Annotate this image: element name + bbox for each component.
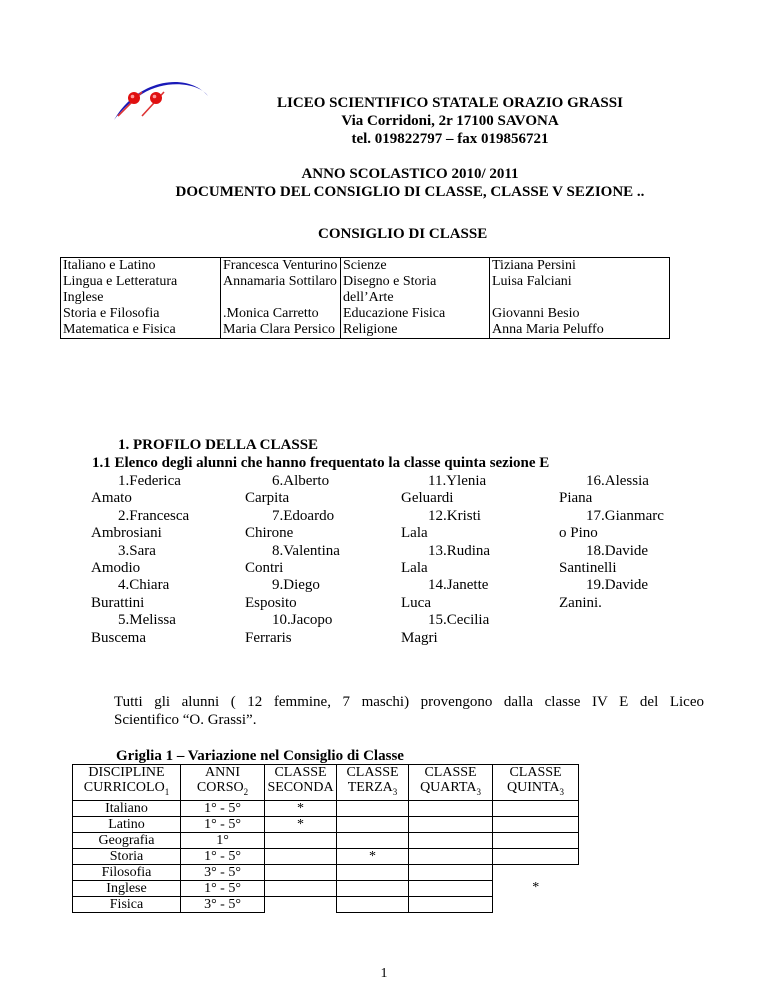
teacher-cell: Tiziana Persini [490, 258, 670, 275]
teacher-cell: Luisa Falciani [490, 274, 670, 306]
table-row [61, 306, 670, 322]
student-number: 6. [272, 473, 284, 489]
student-first-name: Janette [446, 577, 489, 594]
student-first-name: Federica [129, 473, 181, 489]
change-mark-cell [493, 816, 579, 832]
student-last-name: Burattini [91, 594, 145, 611]
student-number-firstname [428, 612, 538, 629]
discipline-cell: Italiano [73, 800, 181, 816]
student-first-name: Valentina [283, 542, 340, 559]
student-first-name: Sara [129, 542, 156, 559]
discipline-cell: Inglese [73, 880, 181, 896]
header-top: CLASSE [274, 765, 327, 780]
change-mark-cell [493, 896, 579, 912]
student-last-name: Lala [401, 525, 428, 542]
student-last-name: Santinelli [559, 560, 617, 576]
change-mark-cell [265, 832, 337, 848]
student-number-firstname [272, 508, 374, 525]
grid-title: Griglia 1 – Variazione nel Consiglio di Classe [116, 748, 404, 764]
student-last-name: Esposito [245, 594, 297, 611]
student-first-name: Diego [283, 577, 320, 594]
change-mark-cell [409, 832, 493, 848]
change-mark-cell [337, 896, 409, 912]
student-number-firstname [118, 577, 220, 594]
header-bottom: QUARTA [420, 780, 477, 795]
grid-header-cell [181, 765, 265, 801]
section-heading: 1. PROFILO DELLA CLASSE [118, 437, 319, 453]
change-mark-cell [409, 848, 493, 864]
table-row [73, 896, 579, 912]
years-cell: 1° - 5° [181, 848, 265, 864]
student-number: 19. [586, 577, 605, 594]
school-phone: tel. 019822797 – fax 019856721 [351, 131, 549, 147]
header-footnote: 1 [164, 786, 170, 797]
student-number-firstname [118, 508, 220, 525]
discipline-cell: Geografia [73, 832, 181, 848]
student-first-name: Edoardo [283, 507, 335, 524]
student-number: 2. [118, 507, 130, 524]
subject-cell: Educazione Fisica [341, 306, 490, 322]
page-number: 1 [380, 966, 388, 981]
discipline-cell: Filosofia [73, 864, 181, 880]
change-mark-cell [409, 880, 493, 896]
student-first-name: Cecilia [446, 612, 490, 629]
student-first-name: Chiara [129, 577, 170, 594]
student-number-firstname [272, 543, 374, 560]
student-number-firstname [272, 577, 374, 594]
student-number: 11. [428, 473, 447, 489]
change-mark-cell [493, 848, 579, 864]
teacher-cell: .Monica Carretto [221, 306, 341, 322]
change-mark-cell [493, 832, 579, 848]
student-last-name: Luca [401, 594, 431, 611]
student-number: 18. [586, 542, 605, 559]
student-number-firstname [586, 577, 706, 594]
table-row [73, 848, 579, 864]
change-mark-cell [409, 864, 493, 880]
table-row [61, 274, 670, 306]
change-mark-cell: * [337, 848, 409, 864]
change-mark-cell [493, 800, 579, 816]
change-mark-cell [337, 864, 409, 880]
header-bottom: CURRICOLO [83, 780, 165, 795]
years-cell: 3° - 5° [181, 896, 265, 912]
subject-cell: Scienze [341, 258, 490, 275]
student-number-firstname [428, 577, 538, 594]
change-mark-cell: * [265, 800, 337, 816]
grid-header-cell [409, 765, 493, 801]
change-mark-cell [265, 896, 337, 912]
student-number: 5. [118, 612, 130, 629]
council-heading: CONSIGLIO DI CLASSE [318, 226, 488, 242]
student-last-name: Piana [559, 490, 593, 507]
grid-header-cell [73, 765, 181, 801]
years-cell: 1° - 5° [181, 800, 265, 816]
student-first-name: Alberto [283, 473, 330, 489]
student-number: 14. [428, 577, 447, 594]
change-mark-cell [337, 800, 409, 816]
student-number: 12. [428, 507, 447, 524]
student-number-firstname [118, 473, 220, 490]
student-number-firstname [428, 543, 538, 560]
teacher-cell: Giovanni Besio [490, 306, 670, 322]
student-last-name: o Pino [559, 525, 598, 542]
student-first-name: Alessia [604, 473, 649, 489]
header-top: CLASSE [424, 765, 477, 780]
header-bottom: QUINTA [506, 780, 560, 795]
table-row [73, 832, 579, 848]
subject-cell: Disegno e Storia dell’Arte [341, 274, 490, 306]
student-number: 4. [118, 577, 130, 594]
class-origin-line1: Tutti gli alunni ( 12 femmine, 7 maschi) provengono dalla classe IV E del Liceo [114, 694, 704, 710]
change-mark-cell: * [532, 880, 540, 896]
student-number: 15. [428, 612, 447, 629]
header-top: ANNI [205, 765, 240, 780]
header-footnote: 3 [392, 786, 398, 797]
subject-cell: Lingua e Letteratura Inglese [61, 274, 221, 306]
student-last-name: Amato [91, 490, 132, 507]
teacher-cell: Francesca Venturino [221, 258, 341, 275]
student-number: 9. [272, 577, 284, 594]
student-number: 7. [272, 507, 284, 524]
change-mark-cell [265, 880, 337, 896]
subject-cell: Religione [341, 322, 490, 339]
table-row [73, 800, 579, 816]
student-number: 13. [428, 542, 447, 559]
header-footnote: 3 [559, 786, 565, 797]
student-number-firstname [428, 508, 538, 525]
years-cell: 1° - 5° [181, 880, 265, 896]
header-bottom: CORSO [196, 780, 244, 795]
student-first-name: Jacopo [290, 612, 333, 629]
student-number-firstname [586, 473, 706, 490]
student-last-name: Zanini. [559, 594, 602, 611]
change-mark-cell [337, 816, 409, 832]
student-last-name: Amodio [91, 560, 141, 576]
student-number-firstname [118, 612, 220, 629]
header-footnote: 3 [476, 786, 481, 797]
subject-cell: Matematica e Fisica [61, 322, 221, 339]
student-first-name: Ylenia [446, 473, 487, 489]
header-top: CLASSE [509, 765, 562, 780]
student-last-name: Chirone [245, 525, 294, 542]
student-last-name: Buscema [91, 629, 146, 646]
student-number: 8. [272, 542, 284, 559]
class-origin-line2: Scientifico “O. Grassi”. [114, 712, 257, 728]
subject-cell: Italiano e Latino [61, 258, 221, 275]
student-number-firstname [586, 508, 706, 525]
grid-header-cell [493, 765, 579, 801]
table-row [73, 864, 579, 880]
header-top: CLASSE [346, 765, 399, 780]
table-row [61, 322, 670, 339]
teacher-cell: Annamaria Sottilaro [221, 274, 341, 306]
change-mark-cell: * [265, 816, 337, 832]
discipline-cell: Latino [73, 816, 181, 832]
header-footnote: 2 [243, 786, 249, 797]
student-number-firstname [118, 543, 220, 560]
subsection-heading: 1.1 Elenco degli alunni che hanno frequentato la classe quinta sezione E [92, 455, 550, 471]
grid-header-cell [337, 765, 409, 801]
change-mark-cell [265, 864, 337, 880]
change-mark-cell [337, 832, 409, 848]
student-last-name: Ferraris [245, 629, 292, 646]
student-first-name: Davide [604, 542, 649, 559]
student-number-firstname [272, 612, 374, 629]
years-cell: 3° - 5° [181, 864, 265, 880]
change-mark-cell [265, 848, 337, 864]
variation-grid [72, 764, 579, 913]
student-number-firstname [428, 473, 538, 490]
header-bottom: SECONDA [267, 780, 334, 795]
student-number: 17. [586, 507, 605, 524]
change-mark-cell [409, 896, 493, 912]
student-number: 3. [118, 542, 130, 559]
student-last-name: Geluardi [401, 490, 454, 507]
grid-header-row [73, 765, 579, 801]
teacher-cell: Maria Clara Persico [221, 322, 341, 339]
school-address: Via Corridoni, 2r 17100 SAVONA [341, 113, 559, 129]
student-last-name: Ambrosiani [91, 525, 162, 542]
years-cell: 1° - 5° [181, 816, 265, 832]
student-first-name: Gianmarc [604, 507, 664, 524]
teacher-cell: Anna Maria Peluffo [490, 322, 670, 339]
change-mark-cell [409, 800, 493, 816]
student-first-name: Francesca [129, 507, 190, 524]
student-number: 1. [118, 473, 130, 489]
table-row [73, 880, 579, 896]
student-last-name: Magri [401, 629, 438, 646]
change-mark-cell [493, 864, 579, 880]
header-bottom: TERZA [347, 780, 393, 795]
change-mark-cell [409, 816, 493, 832]
student-number-firstname [586, 543, 706, 560]
document-title: DOCUMENTO DEL CONSIGLIO DI CLASSE, CLASSE V SEZIONE .. [175, 184, 645, 200]
header-top: DISCIPLINE [88, 765, 165, 780]
student-number: 10. [272, 612, 291, 629]
student-first-name: Melissa [129, 612, 176, 629]
council-table [60, 257, 670, 339]
student-first-name: Rudina [446, 542, 491, 559]
discipline-cell: Storia [73, 848, 181, 864]
school-year: ANNO SCOLASTICO 2010/ 2011 [301, 166, 519, 182]
grid-header-cell [265, 765, 337, 801]
student-last-name: Carpita [245, 490, 290, 507]
discipline-cell: Fisica [73, 896, 181, 912]
years-cell: 1° [181, 832, 265, 848]
table-row [73, 816, 579, 832]
student-first-name: Kristi [446, 507, 481, 524]
student-first-name: Davide [604, 577, 649, 594]
student-last-name: Lala [401, 560, 428, 576]
table-row [61, 258, 670, 275]
student-last-name: Contri [245, 560, 284, 576]
student-number-firstname [272, 473, 374, 490]
subject-cell: Storia e Filosofia [61, 306, 221, 322]
change-mark-cell [337, 880, 409, 896]
student-number: 16. [586, 473, 605, 489]
school-name: LICEO SCIENTIFICO STATALE ORAZIO GRASSI [277, 95, 623, 111]
